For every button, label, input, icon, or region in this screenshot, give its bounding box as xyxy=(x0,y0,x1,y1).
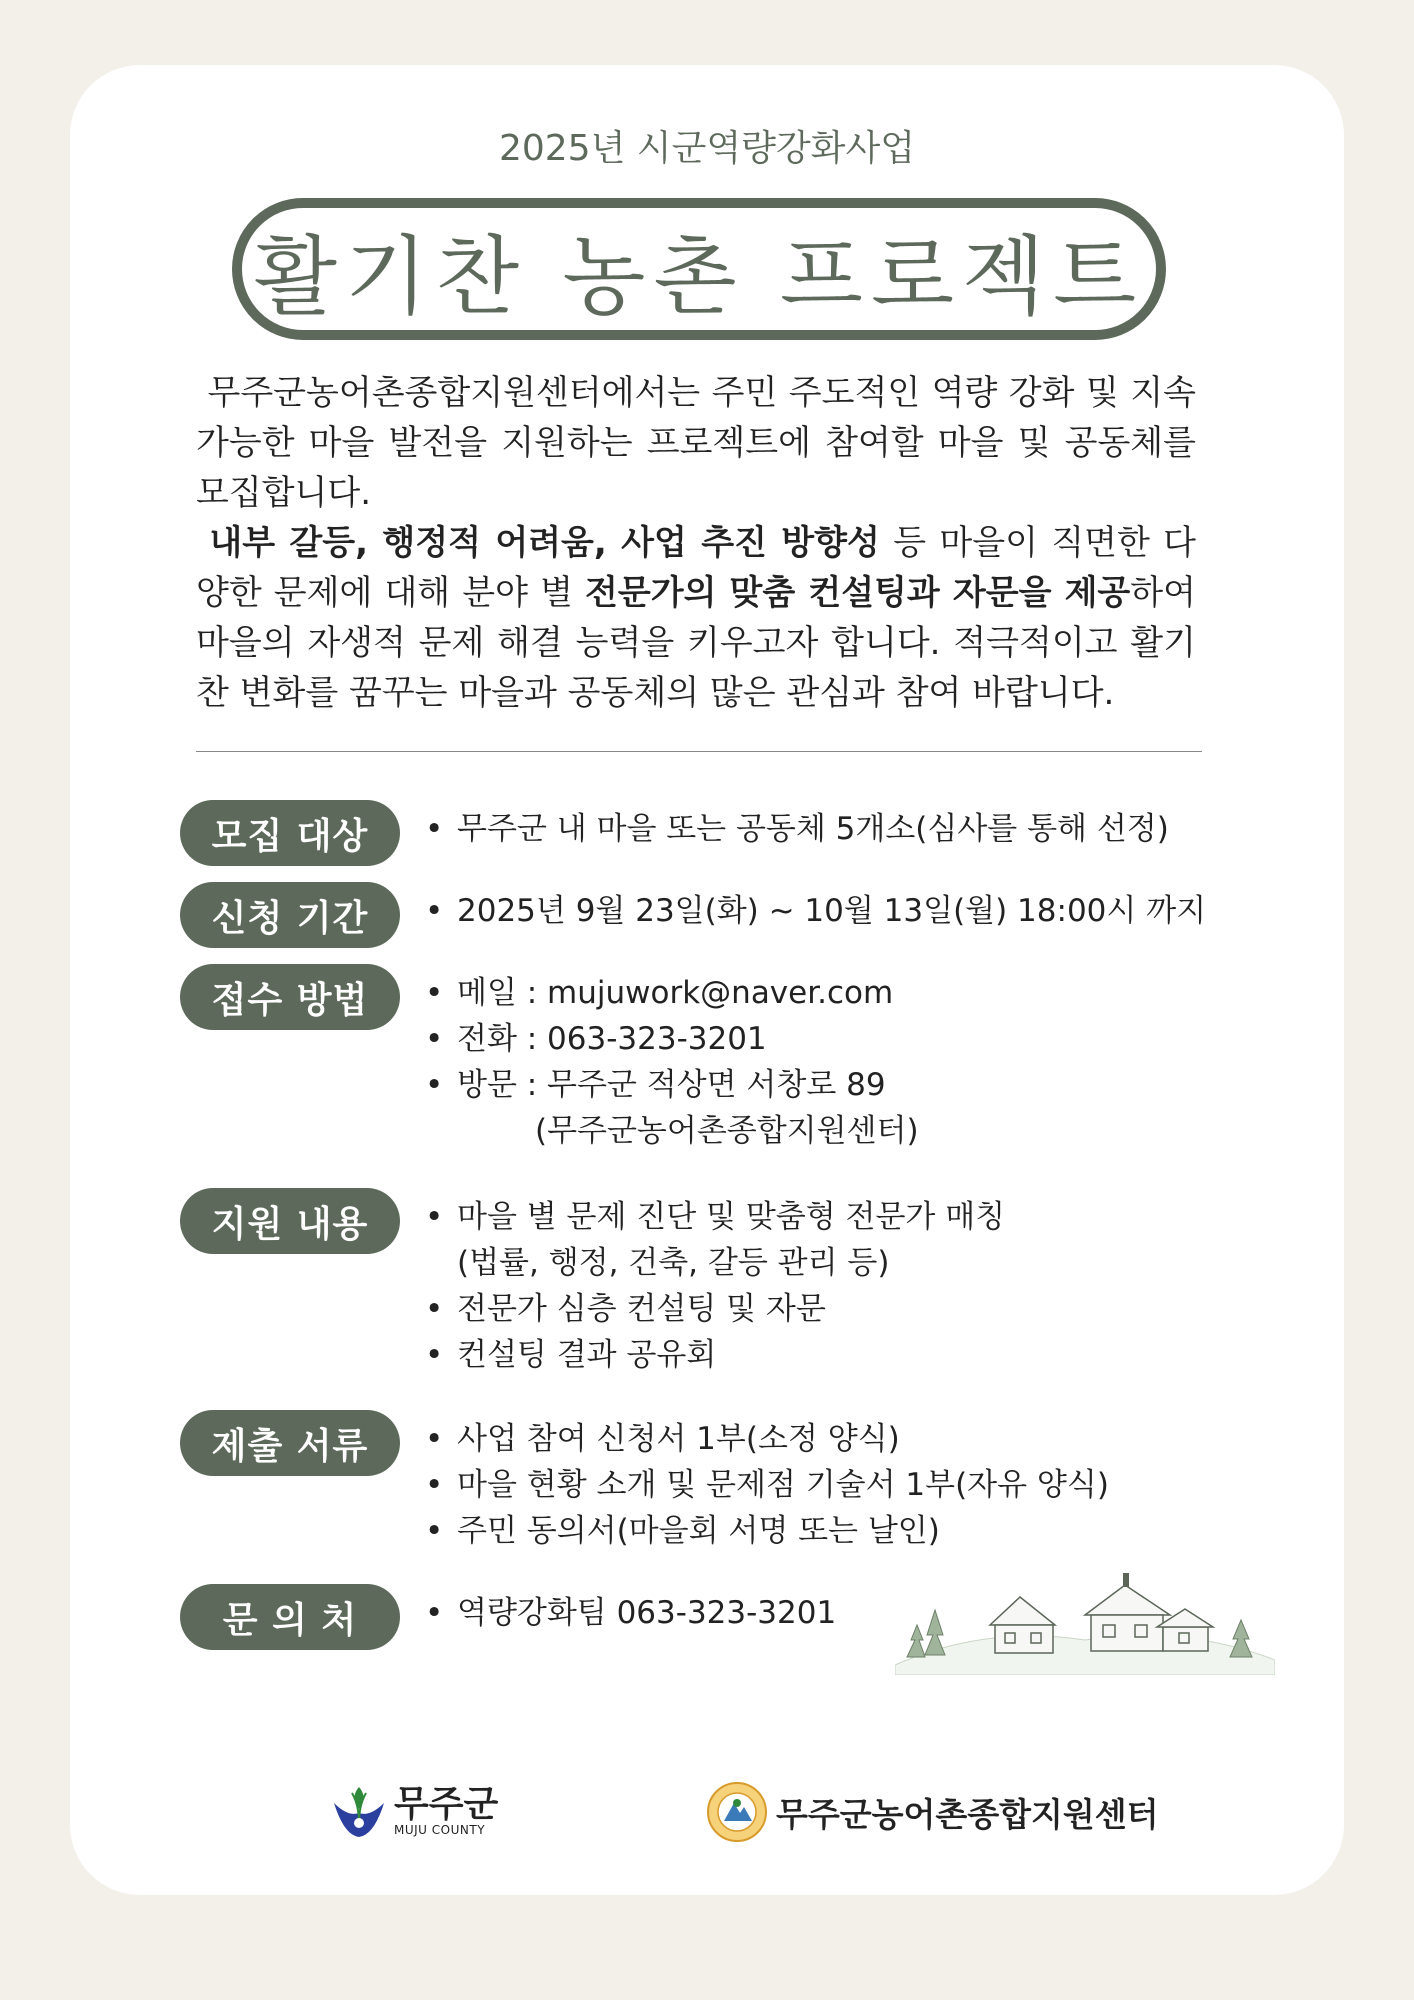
intro-text xyxy=(196,368,1196,718)
center-emblem-icon xyxy=(706,1781,768,1843)
intro-text-1: 등 마을이 직면한 다양한 문제에 대해 분야 별 xyxy=(196,523,1197,613)
support-list xyxy=(425,1194,1005,1378)
muju-county-logo xyxy=(330,1782,498,1842)
list-item: • 마을 별 문제 진단 및 맞춤형 전문가 매칭 xyxy=(425,1194,1005,1240)
village-illustration xyxy=(895,1565,1275,1675)
intro-text-2: 하여 마을의 자생적 문제 해결 능력을 키우고자 합니다. 적극적이고 활기찬 변화를 꿈꾸는 마을과 공동체의 많은 관심과 참여 바랍니다. xyxy=(196,573,1196,713)
list-item: • 마을 현황 소개 및 문제점 기술서 1부(자유 양식) xyxy=(425,1462,1109,1508)
contact-list xyxy=(425,1590,836,1636)
list-item-continuation: (법률, 행정, 건축, 갈등 관리 등) xyxy=(457,1245,890,1281)
documents-list xyxy=(425,1416,1109,1554)
section-label-method: 접수 방법 xyxy=(180,964,400,1030)
list-item: • 역량강화팀 063-323-3201 xyxy=(425,1590,836,1636)
intro-paragraph-2 xyxy=(196,518,1196,718)
list-item: • 사업 참여 신청서 1부(소정 양식) xyxy=(425,1416,1109,1462)
period-list xyxy=(425,888,1206,934)
poster-title: 활기찬 농촌 프로젝트 xyxy=(253,227,1145,327)
list-item: • 방문 : 무주군 적상면 서창로 89 xyxy=(425,1062,919,1108)
list-item: • 주민 동의서(마을회 서명 또는 날인) xyxy=(425,1508,1109,1554)
list-item-continuation: (무주군농어촌종합지원센터) xyxy=(535,1113,919,1149)
section-label-support: 지원 내용 xyxy=(180,1188,400,1254)
intro-bold-2: 전문가의 맞춤 컨설팅과 자문을 제공 xyxy=(585,573,1131,613)
list-item: • 전문가 심층 컨설팅 및 자문 xyxy=(425,1286,1005,1332)
section-label-contact: 문 의 처 xyxy=(180,1584,400,1650)
divider xyxy=(196,751,1202,752)
list-item: • 전화 : 063-323-3201 xyxy=(425,1016,919,1062)
list-item: • 컨설팅 결과 공유회 xyxy=(425,1332,1005,1378)
section-label-period: 신청 기간 xyxy=(180,882,400,948)
logo2-name: 무주군농어촌종합지원센터 xyxy=(776,1794,1159,1834)
center-logo xyxy=(706,1780,1159,1844)
intro-bold-1: 내부 갈등, 행정적 어려움, 사업 추진 방향성 xyxy=(209,523,880,563)
section-label-target: 모집 대상 xyxy=(180,800,400,866)
list-item: • 2025년 9월 23일(화) ~ 10월 13일(월) 18:00시 까지 xyxy=(425,888,1206,934)
list-item: • 무주군 내 마을 또는 공동체 5개소(심사를 통해 선정) xyxy=(425,806,1169,852)
logo1-name: 무주군 xyxy=(394,1784,499,1825)
poster-subtitle: 2025년 시군역량강화사업 xyxy=(498,128,916,169)
section-label-documents: 제출 서류 xyxy=(180,1410,400,1476)
title-frame xyxy=(232,198,1166,340)
logo1-sub: MUJU COUNTY xyxy=(394,1823,486,1837)
intro-paragraph-1 xyxy=(196,368,1196,518)
muju-county-emblem-icon xyxy=(330,1783,388,1841)
method-list xyxy=(425,970,919,1154)
target-list xyxy=(425,806,1169,852)
intro-p1-text: 무주군농어촌종합지원센터에서는 주민 주도적인 역량 강화 및 지속 가능한 마을 발전을 지원하는 프로젝트에 참여할 마을 및 공동체를 모집합니다. xyxy=(196,373,1196,513)
list-item: • 메일 : mujuwork@naver.com xyxy=(425,970,919,1016)
